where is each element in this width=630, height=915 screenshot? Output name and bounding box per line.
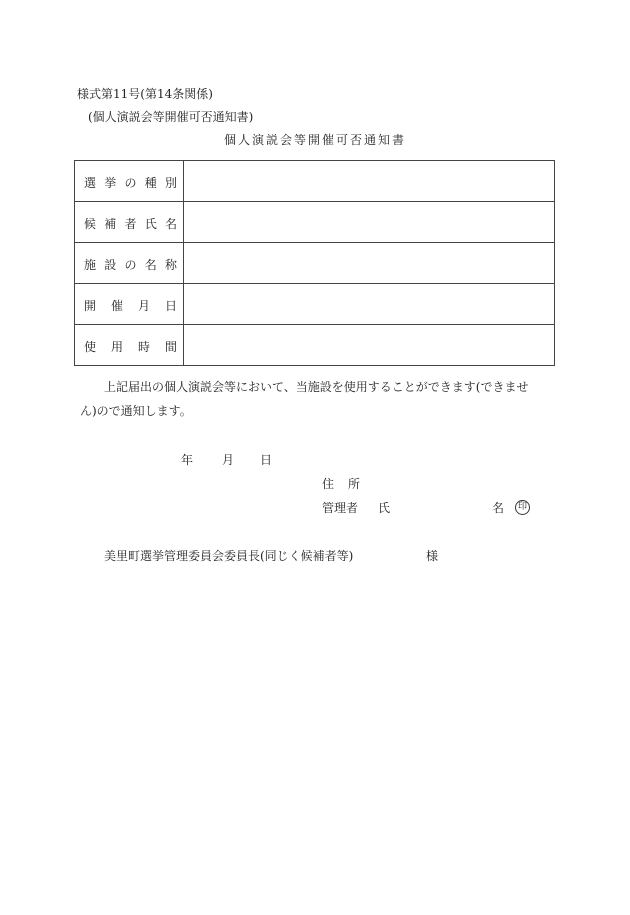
label-candidate-name xyxy=(75,202,184,243)
label-char: 日 xyxy=(164,299,177,313)
label-event-date xyxy=(75,284,184,325)
label-char: 時 xyxy=(137,340,150,354)
label-char: 種 xyxy=(144,176,157,190)
value-event-date[interactable] xyxy=(184,284,555,325)
label-char: 別 xyxy=(164,176,177,190)
label-char: 挙 xyxy=(104,176,117,190)
date-year: 年 xyxy=(181,453,194,467)
label-char: 補 xyxy=(104,217,117,231)
label-char: 施 xyxy=(84,258,97,272)
notice-text-line2: ん)ので通知します。 xyxy=(80,404,192,418)
label-char: 用 xyxy=(110,340,123,354)
label-char: の xyxy=(124,176,137,190)
honorific: 様 xyxy=(426,549,439,563)
label-char: 間 xyxy=(164,340,177,354)
label-char: 者 xyxy=(124,217,137,231)
info-table xyxy=(74,160,555,366)
seal-mark: 印 xyxy=(515,500,530,515)
label-usage-time xyxy=(75,325,184,366)
form-subtitle: (個人演説会等開催可否通知書) xyxy=(88,110,254,124)
label-char: 月 xyxy=(137,299,150,313)
label-char: 名 xyxy=(164,217,177,231)
form-number: 様式第11号(第14条関係) xyxy=(77,87,213,101)
label-char: 称 xyxy=(164,258,177,272)
label-char: 氏 xyxy=(144,217,157,231)
table-row xyxy=(75,243,555,284)
manager-label: 管理者 xyxy=(322,501,359,515)
label-char: の xyxy=(124,258,137,272)
table-row xyxy=(75,202,555,243)
label-char: 候 xyxy=(84,217,97,231)
label-facility-name xyxy=(75,243,184,284)
notice-text-line1: 上記届出の個人演説会等において、当施設を使用することができます(できませ xyxy=(104,380,529,394)
label-char: 開 xyxy=(84,299,97,313)
address-label xyxy=(322,477,360,491)
date-month: 月 xyxy=(222,453,235,467)
table-row xyxy=(75,325,555,366)
value-candidate-name[interactable] xyxy=(184,202,555,243)
addressee: 美里町選挙管理委員会委員長(同じく候補者等) xyxy=(104,549,354,563)
value-election-type[interactable] xyxy=(184,161,555,202)
label-election-type xyxy=(75,161,184,202)
name-prefix: 氏 xyxy=(378,501,391,515)
value-facility-name[interactable] xyxy=(184,243,555,284)
table-row xyxy=(75,284,555,325)
address-char: 住 xyxy=(322,477,335,491)
name-suffix: 名 xyxy=(492,501,505,515)
date-day: 日 xyxy=(260,453,273,467)
label-char: 使 xyxy=(84,340,97,354)
document-title: 個人演説会等開催可否通知書 xyxy=(223,133,406,147)
address-char: 所 xyxy=(348,477,361,491)
label-char: 選 xyxy=(84,176,97,190)
label-char: 設 xyxy=(104,258,117,272)
value-usage-time[interactable] xyxy=(184,325,555,366)
label-char: 名 xyxy=(144,258,157,272)
label-char: 催 xyxy=(110,299,123,313)
table-row xyxy=(75,161,555,202)
